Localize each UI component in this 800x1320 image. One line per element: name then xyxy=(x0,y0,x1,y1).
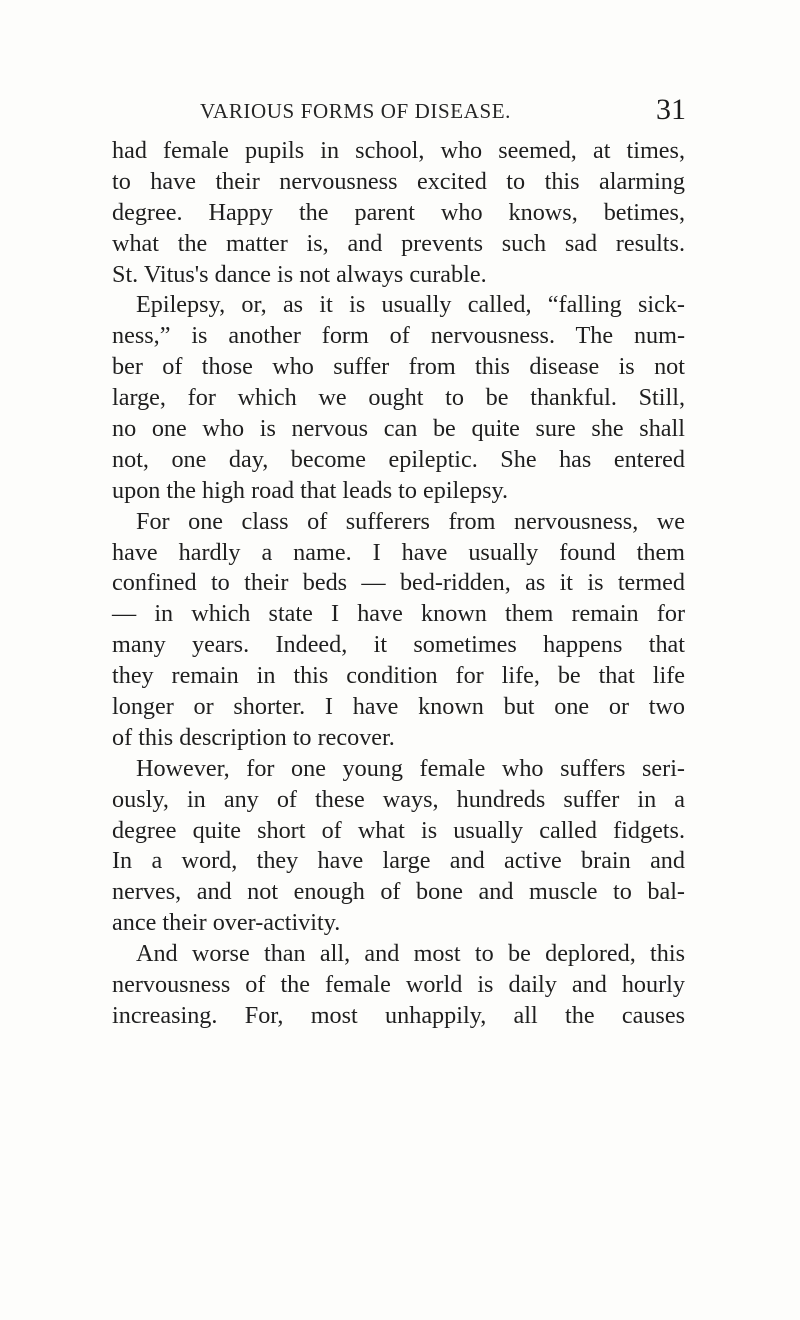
text-line: nerves, and not enough of bone and muscle to bal- xyxy=(112,878,685,906)
text-line: of this description to recover. xyxy=(112,723,395,751)
text-line: St. Vitus's dance is not always curable. xyxy=(112,260,487,288)
text-line: In a word, they have large and active brain and xyxy=(112,847,685,875)
text-line: they remain in this condition for life, be that life xyxy=(112,662,685,690)
text-line: upon the high road that leads to epilepsy. xyxy=(112,476,509,504)
text-line: to have their nervousness excited to this alarming xyxy=(112,167,685,195)
body-text xyxy=(112,136,685,1032)
text-line: had female pupils in school, who seemed, at times, xyxy=(112,137,685,164)
text-line: not, one day, become epileptic. She has entered xyxy=(112,445,685,473)
text-line: — in which state I have known them remain for xyxy=(112,600,685,628)
text-line: no one who is nervous can be quite sure she shall xyxy=(112,415,685,443)
page-number: 31 xyxy=(656,93,686,126)
text-line: ber of those who suffer from this disease is not xyxy=(112,353,685,381)
text-line: And worse than all, and most to be deplored, this xyxy=(136,940,685,968)
text-line: many years. Indeed, it sometimes happens that xyxy=(112,631,685,659)
text-line: longer or shorter. I have known but one or two xyxy=(112,693,685,721)
text-line: nervousness of the female world is daily and hourly xyxy=(112,971,685,999)
text-line: confined to their beds — bed-ridden, as it is termed xyxy=(112,569,685,597)
running-title: VARIOUS FORMS OF DISEASE. xyxy=(200,99,512,123)
text-line: degree quite short of what is usually called fidgets. xyxy=(112,816,685,844)
text-line: increasing. For, most unhappily, all the causes xyxy=(112,1001,685,1029)
text-line: ance their over-activity. xyxy=(112,909,341,937)
text-line: have hardly a name. I have usually found them xyxy=(112,538,685,566)
text-line: ness,” is another form of nervousness. The num- xyxy=(112,322,685,350)
text-line: large, for which we ought to be thankful. Still, xyxy=(112,384,685,412)
text-line: what the matter is, and prevents such sad results. xyxy=(112,229,685,257)
text-line: ously, in any of these ways, hundreds suffer in a xyxy=(112,785,685,813)
text-line: However, for one young female who suffers seri- xyxy=(136,754,685,782)
text-line: Epilepsy, or, as it is usually called, “falling sick- xyxy=(136,291,685,319)
running-head xyxy=(0,94,800,128)
text-line: For one class of sufferers from nervousness, we xyxy=(136,507,685,535)
text-line: degree. Happy the parent who knows, betimes, xyxy=(112,198,685,226)
